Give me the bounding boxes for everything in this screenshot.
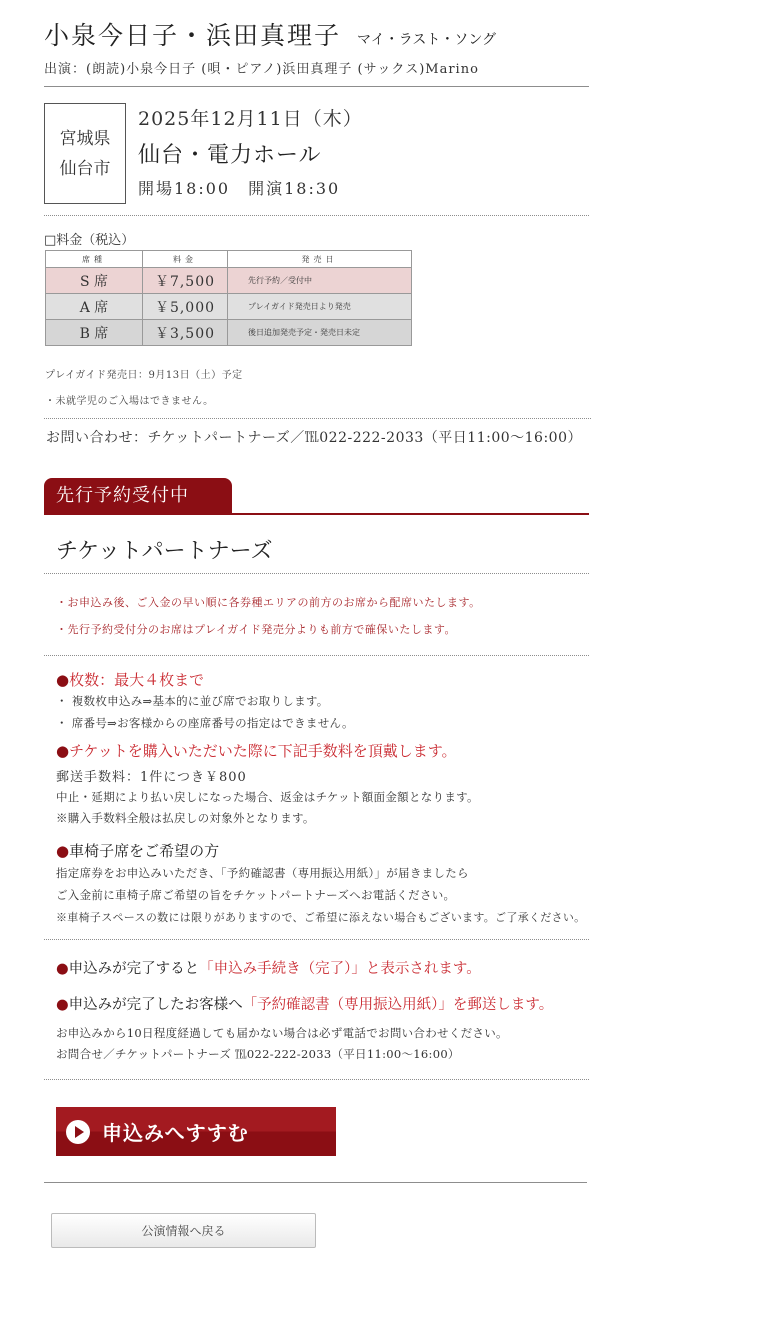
event-cast: 出演：(朗読)小泉今日子 (唄・ピアノ)浜田真理子 (サックス)Marino	[44, 62, 479, 77]
header-sale: 発売日	[228, 251, 412, 268]
price-section-title: □料金（税込）	[44, 233, 135, 248]
play-icon	[66, 1120, 90, 1144]
price-row-b	[46, 320, 412, 346]
bullet-icon: ●	[56, 961, 69, 977]
sale-status: 先行予約／受付中	[228, 268, 412, 294]
limit-heading-text: 枚数：最大４枚まで	[69, 671, 205, 689]
apply-button-label: 申込みへすすむ	[102, 1121, 249, 1145]
divider	[44, 939, 589, 940]
event-times: 開場18:00 開演18:30	[138, 179, 341, 198]
bullet-icon: ●	[56, 842, 70, 860]
event-title-text: 小泉今日子・浜田真理子	[44, 21, 342, 50]
wheelchair-heading	[56, 840, 219, 861]
seat-type: A 席	[46, 294, 143, 320]
presale-note: ・先行予約受付分のお席はプレイガイド発売分よりも前方で確保いたします。	[56, 623, 456, 636]
seat-price: ￥7,500	[143, 268, 228, 294]
presale-note: ・お申込み後、ご入金の早い順に各券種エリアの前方のお席から配席いたします。	[56, 596, 481, 609]
playguide-date: プレイガイド発売日：9月13日（土）予定	[45, 370, 243, 381]
bullet-icon: ●	[56, 671, 70, 689]
seat-price: ￥3,500	[143, 320, 228, 346]
step-complete	[56, 957, 481, 978]
fees-heading-text: チケットを購入いただいた際に下記手数料を頂戴します。	[69, 742, 457, 760]
price-row-a	[46, 294, 412, 320]
step-highlight: 「予約確認書（専用振込用紙）」を郵送します。	[242, 997, 554, 1013]
no-children-note: ・未就学児のご入場はできません。	[45, 396, 214, 407]
seat-type: S 席	[46, 268, 143, 294]
event-date: 2025年12月11日（木）	[138, 108, 363, 130]
price-table	[45, 250, 412, 346]
divider	[44, 86, 589, 87]
vendor-name: チケットパートナーズ	[56, 539, 273, 564]
followup-contact: お問合せ／チケットパートナーズ ℡022-222-2033（平日11:00〜16:00）	[56, 1047, 460, 1061]
divider	[44, 215, 589, 216]
presale-tab: 先行予約受付中	[44, 478, 232, 514]
sale-status: プレイガイド発売日より発売	[228, 294, 412, 320]
back-to-event-button[interactable]: 公演情報へ戻る	[51, 1213, 316, 1248]
header-seat: 席種	[46, 251, 143, 268]
presale-tab-line	[44, 513, 589, 515]
seat-price: ￥5,000	[143, 294, 228, 320]
divider	[44, 655, 589, 656]
wheelchair-heading-text: 車椅子席をご希望の方	[69, 842, 220, 860]
postage-fee: 郵送手数料：1件につき￥800	[56, 770, 247, 785]
step-text: 申込みが完了したお客様へ	[68, 997, 243, 1013]
divider	[44, 1182, 587, 1183]
divider	[44, 573, 589, 574]
seat-type: B 席	[46, 320, 143, 346]
step-text: 申込みが完了すると	[68, 961, 200, 977]
divider	[44, 418, 591, 419]
bullet-icon: ●	[56, 742, 70, 760]
limit-note: ・ 席番号⇒お客様からの座席番号の指定はできません。	[56, 716, 354, 730]
venue-location-box	[44, 103, 126, 204]
step-mail	[56, 993, 553, 1014]
fees-note: 中止・延期により払い戻しになった場合、返金はチケット額面金額となります。	[56, 790, 479, 804]
event-title	[44, 16, 496, 52]
step-highlight: 「申込み手続き（完了）」と表示されます。	[199, 961, 481, 977]
bullet-icon: ●	[56, 997, 69, 1013]
wheelchair-note: ※車椅子スペースの数には限りがありますので、ご希望に添えない場合もございます。ご了承ください。	[56, 911, 586, 924]
divider	[44, 1079, 589, 1080]
limit-heading	[56, 669, 204, 690]
venue-hall: 仙台・電力ホール	[138, 143, 322, 168]
fees-note: ※購入手数料全般は払戻しの対象外となります。	[56, 811, 315, 825]
venue-prefecture: 宮城県	[59, 128, 111, 149]
followup-note: お申込みから10日程度経過しても届かない場合は必ず電話でお問い合わせください。	[56, 1026, 508, 1040]
sale-status: 後日追加発売予定・発売日未定	[228, 320, 412, 346]
venue-city: 仙台市	[59, 158, 111, 179]
header-price: 料金	[143, 251, 228, 268]
inquiry-contact: お問い合わせ：チケットパートナーズ／℡022-222-2033（平日11:00〜16:00）	[46, 430, 582, 446]
limit-note: ・ 複数枚申込み⇒基本的に並び席でお取りします。	[56, 694, 329, 708]
apply-button[interactable]	[56, 1107, 336, 1156]
event-subtitle: マイ・ラスト・ソング	[357, 32, 497, 48]
wheelchair-note: 指定席券をお申込みいただき、「予約確認書（専用振込用紙）」が届きましたら	[56, 866, 469, 880]
price-table-header	[46, 251, 412, 268]
fees-heading	[56, 740, 457, 761]
wheelchair-note: ご入金前に車椅子席ご希望の旨をチケットパートナーズへお電話ください。	[56, 888, 456, 902]
price-row-s	[46, 268, 412, 294]
